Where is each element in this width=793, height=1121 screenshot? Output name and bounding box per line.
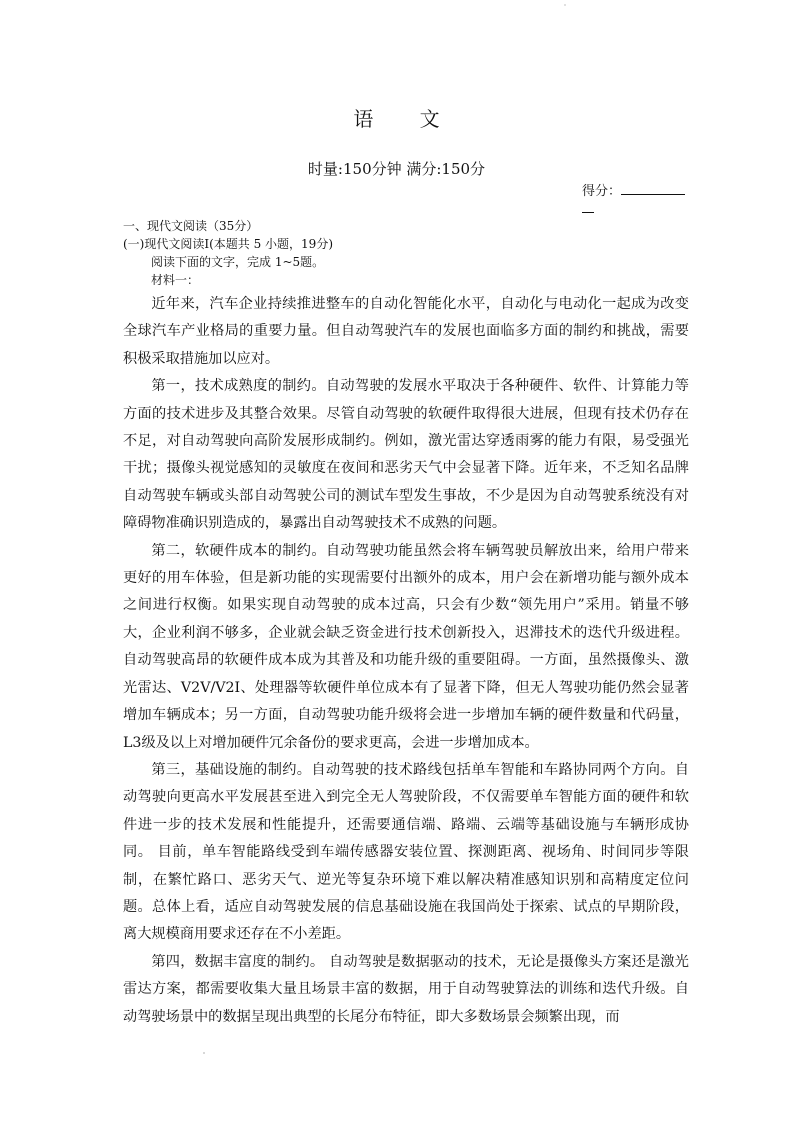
reading-instruction: 阅读下面的文字，完成 1~5题。 [151, 255, 325, 269]
score-box [582, 182, 692, 213]
score-blank[interactable] [621, 182, 685, 195]
sub-section-heading: (一)现代文阅读Ⅰ(本题共 5 小题，19分) [123, 237, 334, 251]
scan-speck [564, 4, 566, 6]
material-label: 材料一： [151, 273, 200, 287]
exam-time-and-score: 时量:150分钟 满分:150分 [307, 160, 486, 178]
paragraph: 第三，基础设施的制约。自动驾驶的技术路线包括单车智能和车路协同两个方向。自动驾驶向更高水平发展甚至进入到完全无人驾驶阶段，不仅需要单车智能方面的硬件和软件进一步的技术发展和性能提升，还需要通信端、路端、云端等基础设施与车辆形成协同。 目前，单车智能路线受到车端传感器安装位置、探测距离、视场角、时间同步等限制，在繁忙路口、恶劣天气、逆光等复杂环境下难以解决精准感知识别和高精度定位问题。总体上看，适应自动驾驶发展的信息基础设施在我国尚处于探索、试点的早期阶段，离大规模商用要求还存在不小差距。 [123, 761, 689, 943]
page-title: 语 文 [353, 107, 460, 131]
scan-speck [203, 1052, 205, 1054]
paragraph: 第一，技术成熟度的制约。自动驾驶的发展水平取决于各种硬件、软件、计算能力等方面的技术进步及其整合效果。尽管自动驾驶的软硬件取得很大进展，但现有技术仍存在不足，对自动驾驶向高阶发展形成制约。例如，激光雷达穿透雨雾的能力有限，易受强光干扰；摄像头视觉感知的灵敏度在夜间和恶劣天气中会显著下降。近年来，不乏知名品牌自动驾驶车辆或头部自动驾驶公司的测试车型发生事故，不少是因为自动驾驶系统没有对障碍物准确识别造成的，暴露出自动驾驶技术不成熟的问题。 [123, 378, 689, 532]
paragraph: 第四，数据丰富度的制约。 自动驾驶是数据驱动的技术，无论是摄像头方案还是激光雷达方案，都需要收集大量且场景丰富的数据，用于自动驾驶算法的训练和迭代升级。自动驾驶场景中的数据呈现出典型的长尾分布特征，即大多数场景会频繁出现，而 [123, 953, 689, 1025]
section-heading: 一、现代文阅读（35分） [123, 219, 259, 233]
score-label: 得分： [582, 184, 622, 199]
paragraph: 第二，软硬件成本的制约。自动驾驶功能虽然会将车辆驾驶员解放出来，给用户带来更好的用车体验，但是新功能的实现需要付出额外的成本，用户会在新增功能与额外成本之间进行权衡。如果实现自动驾驶的成本过高，只会有少数“领先用户”采用。销量不够大，企业利润不够多，企业就会缺乏资金进行技术创新投入，迟滞技术的迭代升级进程。自动驾驶高昂的软硬件成本成为其普及和功能升级的重要阻碍。一方面，虽然摄像头、激光雷达、V2V/V2I、处理器等软硬件单位成本有了显著下降，但无人驾驶功能仍然会显著增加车辆成本；另一方面，自动驾驶功能升级将会进一步增加车辆的硬件数量和代码量，L3级及以上对增加硬件冗余备份的要求更高，会进一步增加成本。 [123, 542, 689, 751]
paragraph: 近年来，汽车企业持续推进整车的自动化智能化水平，自动化与电动化一起成为改变全球汽车产业格局的重要力量。但自动驾驶汽车的发展也面临多方面的制约和挑战，需要积极采取措施加以应对。 [123, 296, 689, 367]
score-blank-tail [582, 202, 594, 213]
passage-body [123, 291, 689, 1031]
